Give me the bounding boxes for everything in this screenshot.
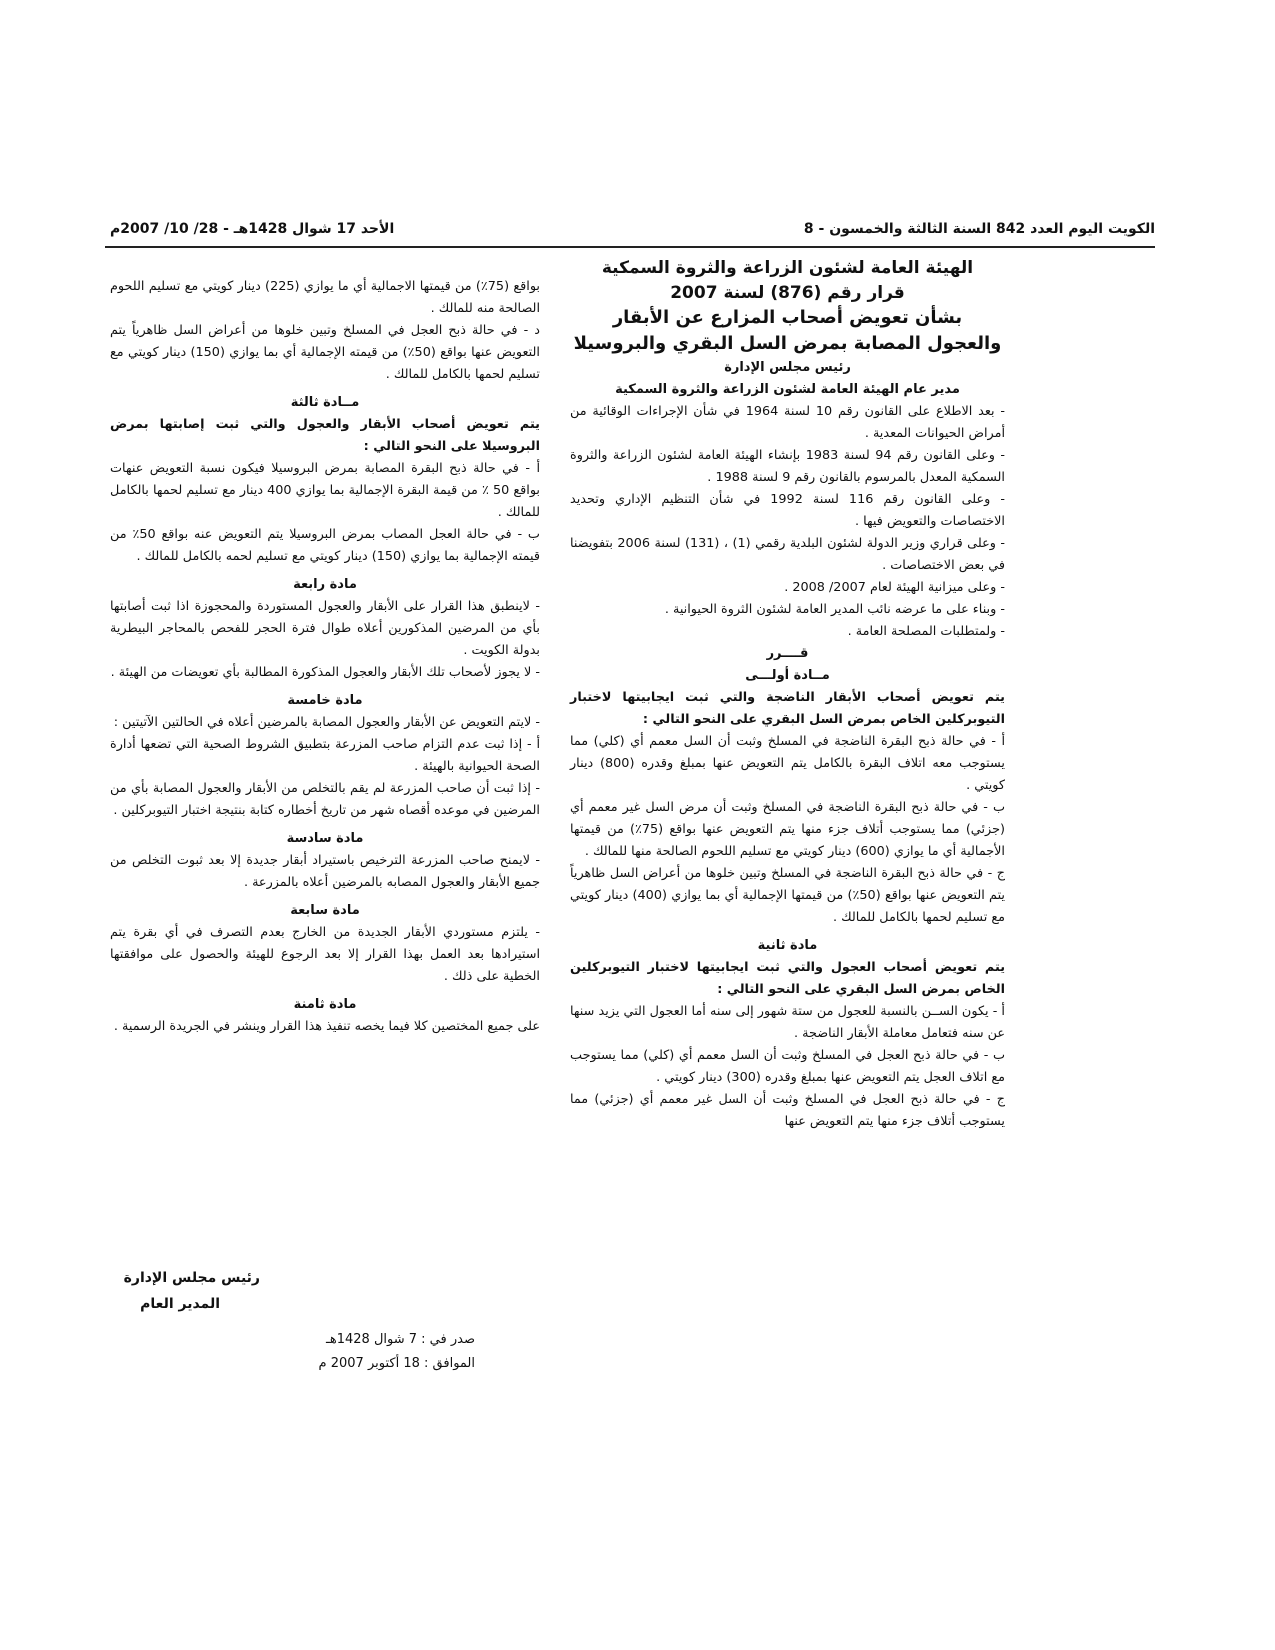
- article-2-a: أ - يكون الســن بالنسبة للعجول من ستة شهور إلى سنه أما العجول التي يزيد سنها عن سنه فتعامل معاملة الأبقار الناضجة .: [570, 1004, 1005, 1041]
- article-7-title: مادة سابعة: [290, 903, 360, 918]
- article-8-title: مادة ثامنة: [293, 997, 357, 1012]
- article-3-a: أ - في حالة ذبح البقرة المصابة بمرض البروسيلا فيكون نسبة التعويض عنهات بواقع 50 ٪ من قيمة البقرة الإجمالية بما يوازي 400 دينار مع تسليم لحمها بالكامل للمالك .: [110, 461, 540, 520]
- issued-hijri: صدر في : 7 شوال 1428هـ: [326, 1332, 475, 1347]
- preamble-4: - وعلى قراري وزير الدولة لشئون البلدية رقمي (1) ، (131) لسنة 2006 بتفويضنا في بعض الاختصاصات .: [570, 536, 1005, 573]
- header-divider: [105, 246, 1155, 248]
- preamble-5: - وعلى ميزانية الهيئة لعام 2007/ 2008 .: [784, 580, 1005, 595]
- article-3-b: ب - في حالة العجل المصاب بمرض البروسيلا يتم التعويض عنه بواقع 50٪ من قيمته الإجمالية بما يوازي (150) دينار كويتي مع تسليم لحمه بالكامل للمالك .: [110, 527, 540, 564]
- article-5-p1: - لايتم التعويض عن الأبقار والعجول المصابة بالمرضين أعلاه في الحالتين الآتيتين :: [113, 715, 540, 730]
- article-1-a: أ - في حالة ذبح البقرة الناضجة في المسلخ وثبت أن السل معمم أي (كلي) مما يستوجب معه اتلاف البقرة بالكامل يتم التعويض عنها بمبلغ وقدره (800) دينار كويتي .: [570, 734, 1005, 793]
- agency-title: الهيئة العامة لشئون الزراعة والثروة السمكية: [601, 258, 974, 278]
- article-5-title: مادة خامسة: [287, 693, 363, 708]
- preamble-3: - وعلى القانون رقم 116 لسنة 1992 في شأن التنظيم الإداري وتحديد الاختصاصات والتعويض فيها .: [570, 492, 1005, 529]
- page-header: [110, 216, 1155, 242]
- header-issue-info: الكويت اليوم العدد 842 السنة الثالثة والخمسون - 8: [803, 221, 1155, 237]
- preamble-1: - بعد الاطلاع على القانون رقم 10 لسنة 1964 في شأن الإجراءات الوقائية من أمراض الحيوانات المعدية .: [570, 404, 1005, 441]
- article-4-p2: - لا يجوز لأصحاب تلك الأبقار والعجول المذكورة المطالبة بأي تعويضات من الهيئة .: [110, 665, 540, 680]
- left-column: [110, 276, 540, 1038]
- article-3-intro: يتم تعويض أصحاب الأبقار والعجول والتي ثبت إصابتها بمرض البروسيلا على النحو التالي :: [110, 417, 540, 454]
- article-3-title: مــادة ثالثة: [290, 395, 360, 410]
- director-title: مدير عام الهيئة العامة لشئون الزراعة والثروة السمكية: [615, 382, 960, 397]
- article-6-p1: - لايمنح صاحب المزرعة الترخيص باستيراد أبقار جديدة إلا بعد ثبوت التخلص من جميع الأبقار والعجول المصابه بالمرضين أعلاه بالمزرعة .: [110, 853, 540, 890]
- article-1-c: ج - في حالة ذبح البقرة الناضجة في المسلخ وتبين خلوها من أعراض السل ظاهرياً يتم التعويض عنها بواقع (50٪) من قيمتها الإجمالية أي بما يوازي (400) دينار كويتي مع تسليم لحمها بالكامل للمالك .: [570, 866, 1005, 925]
- article-1-intro: يتم تعويض أصحاب الأبقار الناضجة والتي ثبت ايجابيتها لاختبار التيوبركلين الخاص بمرض السل البقري على النحو التالي :: [570, 690, 1005, 727]
- preamble-6: - وبناء على ما عرضه نائب المدير العامة لشئون الثروة الحيوانية .: [664, 602, 1005, 617]
- signature-block: [120, 1265, 260, 1317]
- header-date: الأحد 17 شوال 1428هـ - 28/ 10/ 2007م: [110, 221, 395, 237]
- preamble-2: - وعلى القانون رقم 94 لسنة 1983 بإنشاء الهيئة العامة لشئون الزراعة والثروة السمكية المعدل بالمرسوم بالقانون رقم 9 لسنة 1988 .: [570, 448, 1005, 485]
- article-2-d: د - في حالة ذبح العجل في المسلخ وتبين خلوها من أعراض السل ظاهرياً يتم التعويض عنها بواقع (50٪) من قيمته الإجمالية أي بما يوازي (150) دينار كويتي مع تسليم لحمها بالكامل للمالك .: [110, 323, 540, 382]
- signature-chair: رئيس مجلس الإدارة: [123, 1270, 260, 1286]
- article-1-title: مــادة أولـــى: [745, 668, 830, 683]
- article-5-p2: أ - إذا ثبت عدم التزام صاحب المزرعة بتطبيق الشروط الصحية التي تضعها أدارة الصحة الحيوانية بالهيئة .: [110, 737, 540, 774]
- article-2-intro: يتم تعويض أصحاب العجول والتي ثبت ايجابيتها لاختبار التيوبركلين الخاص بمرض السل البقري على النحو التالي :: [570, 960, 1005, 997]
- article-6-title: مادة سادسة: [286, 831, 364, 846]
- decision-number: قرار رقم (876) لسنة 2007: [670, 283, 905, 303]
- issue-date-block: [270, 1328, 475, 1376]
- issued-gregorian: الموافق : 18 أكتوبر 2007 م: [318, 1356, 475, 1371]
- article-1-b: ب - في حالة ذبح البقرة الناضجة في المسلخ وثبت أن مرض السل غير معمم أي (جزئي) مما يستوجب أتلاف جزء منها يتم التعويض عنها بواقع (75٪) من قيمتها الأجمالية أي ما يوازي (600) دينار كويتي مع تسليم اللحوم الصالحة منها للمالك .: [570, 800, 1006, 859]
- chair-title: رئيس مجلس الإدارة: [724, 360, 851, 375]
- article-2-c: ج - في حالة ذبح العجل في المسلخ وثبت أن السل غير معمم أي (جزئي) مما يستوجب أتلاف جزء منها يتم التعويض عنها: [570, 1092, 1005, 1129]
- signature-director: المدير العام: [140, 1296, 220, 1312]
- article-4-p1: - لاينطبق هذا القرار على الأبقار والعجول المستوردة والمحجوزة اذا ثبت أصابتها بأي من المرضين المذكورين أعلاه طوال فترة الحجر للفحص بالمحاجر البيطرية بدولة الكويت .: [110, 599, 540, 658]
- decision-subject-line2: والعجول المصابة بمرض السل البقري والبروسيلا: [573, 333, 1002, 354]
- article-5-p3: - إذا ثبت أن صاحب المزرعة لم يقم بالتخلص من الأبقار والعجول المصابة بأي من المرضين في موعده أقصاه شهر من تاريخ أخطاره كتابة بنتيجة اختبار التيوبركلين .: [110, 781, 540, 818]
- article-4-title: مادة رابعة: [293, 577, 357, 592]
- decision-subject-line1: بشأن تعويض أصحاب المزارع عن الأبقار: [612, 307, 963, 328]
- article-2-c-continued: بواقع (75٪) من قيمتها الاجمالية أي ما يوازي (225) دينار كويتي مع تسليم اللحوم الصالحة منه للمالك .: [110, 279, 540, 316]
- right-column: [570, 255, 1005, 1133]
- article-2-title: مادة ثانية: [757, 938, 818, 953]
- article-2-b: ب - في حالة ذبح العجل في المسلخ وثبت أن السل معمم أي (كلي) مما يستوجب مع اتلاف العجل يتم التعويض عنها بمبلغ وقدره (300) دينار كويتي .: [570, 1048, 1005, 1085]
- article-7-p1: - يلتزم مستوردي الأبقار الجديدة من الخارج بعدم التصرف في أي بقرة يتم استيرادها بعد العمل بهذا القرار إلا بعد الرجوع للهيئة والحصول على موافقتها الخطية على ذلك .: [110, 925, 540, 984]
- decided-heading: قــــرر: [766, 646, 809, 661]
- article-8-p1: على جميع المختصين كلا فيما يخصه تنفيذ هذا القرار وينشر في الجريدة الرسمية .: [113, 1019, 540, 1034]
- preamble-7: - ولمتطلبات المصلحة العامة .: [847, 624, 1005, 639]
